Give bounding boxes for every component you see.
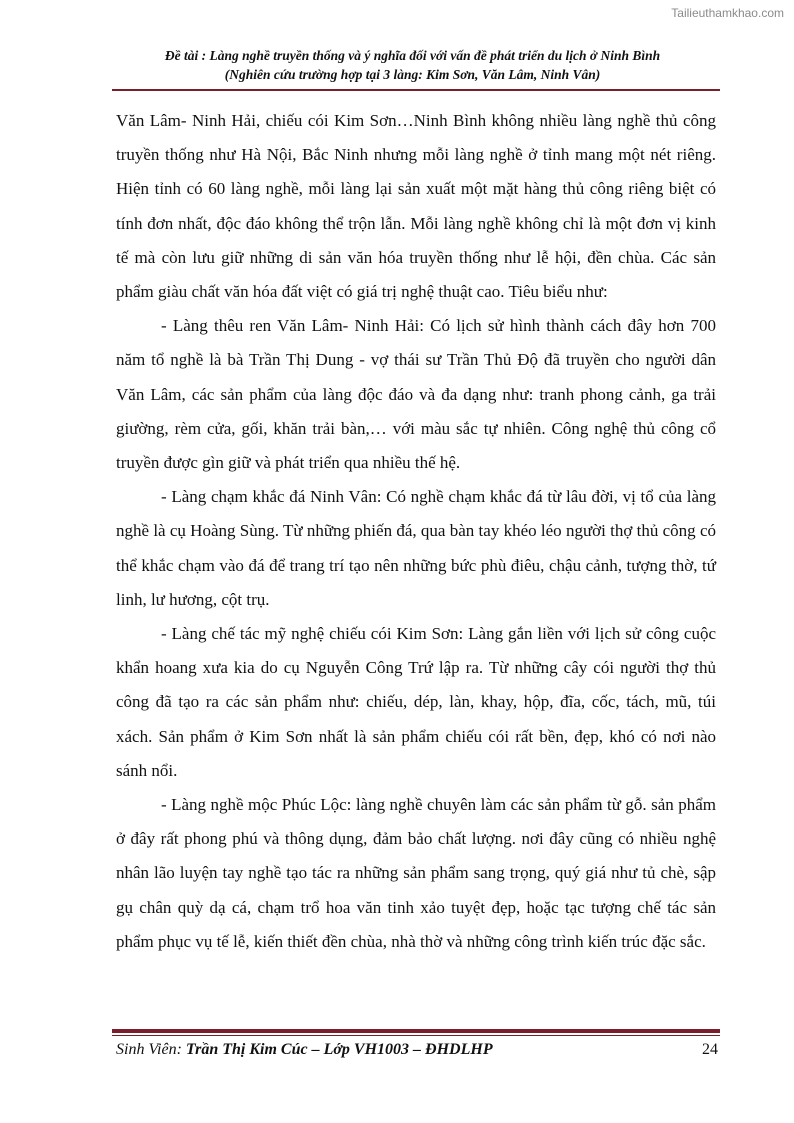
footer-author: Trần Thị Kim Cúc – Lớp VH1003 – ĐHDLHP [185, 1041, 493, 1058]
paragraph-intro: Văn Lâm- Ninh Hải, chiếu cói Kim Sơn…Ninh Bình không nhiều làng nghề thủ công truyền thống như Hà Nội, Bắc Ninh nhưng mỗi làng nghề ở tỉnh mang một nét riêng. Hiện tỉnh có 60 làng nghề, mỗi làng lại sản xuất một mặt hàng thủ công riêng biệt có tính đơn nhất, độc đáo không thể trộn lẫn. Mỗi làng nghề không chỉ là một đơn vị kinh tế mà còn lưu giữ những di sản văn hóa truyền thống như lễ hội, đền chùa. Các sản phẩm giàu chất văn hóa đất việt có giá trị nghệ thuật cao. Tiêu biểu như: [116, 111, 716, 302]
paragraph-kim-son: - Làng chế tác mỹ nghệ chiếu cói Kim Sơn: Làng gắn liền với lịch sử công cuộc khẩn hoang xưa kia do cụ Nguyễn Công Trứ lập ra. Từ những cây cói người thợ thủ công đã tạo ra các sản phẩm như: chiếu, dép, làn, khay, hộp, đĩa, cốc, tách, mũ, túi xách. Sản phẩm ở Kim Sơn nhất là sản phẩm chiếu cói rất bền, đẹp, khó có nơi nào sánh nổi. [116, 624, 716, 780]
header-title: Đề tài : Làng nghề truyền thống và ý nghĩa đối với vấn đề phát triển du lịch ở Ninh Bình [164, 48, 661, 63]
page-header [110, 46, 715, 84]
watermark: Tailieuthamkhao.com [671, 6, 784, 20]
footer-divider-thin [112, 1035, 720, 1036]
body-text [116, 104, 716, 959]
paragraph-van-lam: - Làng thêu ren Văn Lâm- Ninh Hải: Có lịch sử hình thành cách đây hơn 700 năm tổ nghề là bà Trần Thị Dung - vợ thái sư Trần Thủ Độ đã truyền cho người dân Văn Lâm, các sản phẩm của làng độc đáo và đa dạng như: tranh phong cảnh, ga trải giường, rèm cửa, gối, khăn trải bàn,… với màu sắc tự nhiên. Công nghệ thủ công cổ truyền được gìn giữ và phát triển qua nhiều thế hệ. [116, 316, 716, 473]
header-subtitle: (Nghiên cứu trường hợp tại 3 làng: Kim Sơn, Văn Lâm, Ninh Vân) [224, 67, 601, 82]
footer-divider-thick [112, 1029, 720, 1033]
footer-label: Sinh Viên: [116, 1041, 186, 1058]
paragraph-phuc-loc: - Làng nghề mộc Phúc Lộc: làng nghề chuyên làm các sản phẩm từ gỗ. sản phẩm ở đây rất phong phú và thông dụng, đảm bảo chất lượng. nơi đây cũng có nhiều nghệ nhân lão luyện tay nghề tạo tác ra những sản phẩm sang trọng, quý giá như tủ chè, sập gụ chân quỳ dạ cá, chạm trổ hoa văn tinh xảo tuyệt đẹp, hoặc tạc tượng chế tác sản phẩm phục vụ tế lễ, kiến thiết đền chùa, nhà thờ và những công trình kiến trúc đặc sắc. [116, 795, 716, 951]
paragraph-ninh-van: - Làng chạm khắc đá Ninh Vân: Có nghề chạm khắc đá từ lâu đời, vị tổ của làng nghề là cụ Hoàng Sùng. Từ những phiến đá, qua bàn tay khéo léo người thợ thủ công có thể khắc chạm vào đá để trang trí tạo nên những bức phù điêu, chậu cảnh, tượng thờ, tứ linh, lư hương, cột trụ. [116, 487, 716, 609]
page-number: 24 [702, 1041, 718, 1058]
page-footer [116, 1041, 718, 1059]
header-divider [112, 89, 720, 91]
